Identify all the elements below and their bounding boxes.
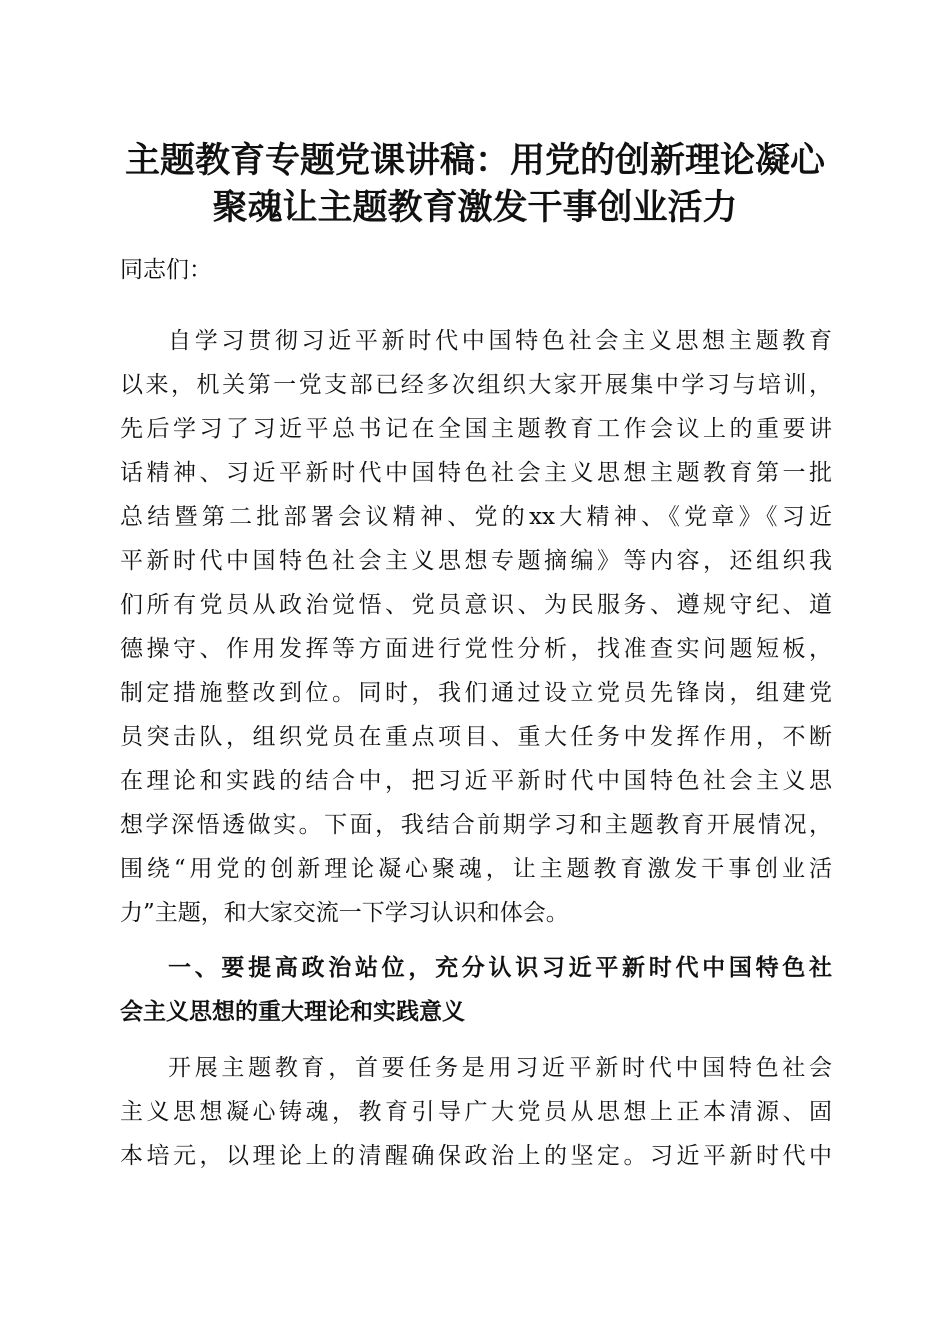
paragraph-1-line: 制定措施整改到位。同时，我们通过设立党员先锋岗，组建党	[120, 680, 832, 706]
paragraph-1-line: 围绕“用党的创新理论凝心聚魂，让主题教育激发干事创业活	[120, 856, 832, 882]
document-title-line-2: 聚魂让主题教育激发干事创业活力	[212, 187, 738, 228]
paragraph-1-line: 在理论和实践的结合中，把习近平新时代中国特色社会主义思	[120, 768, 832, 794]
paragraph-1-line: 先后学习了习近平总书记在全国主题教育工作会议上的重要讲	[120, 416, 832, 442]
paragraph-1-line: 平新时代中国特色社会主义思想专题摘编》等内容，还组织我	[120, 548, 832, 574]
paragraph-1-line: 力”主题，和大家交流一下学习认识和体会。	[120, 900, 569, 926]
salutation: 同志们：	[120, 257, 212, 283]
paragraph-1-line: 话精神、习近平新时代中国特色社会主义思想主题教育第一批	[120, 460, 832, 486]
paragraph-2-line: 主义思想凝心铸魂，教育引导广大党员从思想上正本清源、固	[120, 1099, 832, 1125]
paragraph-1-line: 自学习贯彻习近平新时代中国特色社会主义思想主题教育	[168, 328, 832, 354]
paragraph-1-line: 想学深悟透做实。下面，我结合前期学习和主题教育开展情况，	[120, 812, 832, 838]
paragraph-2-line: 本培元，以理论上的清醒确保政治上的坚定。习近平新时代中	[120, 1143, 832, 1169]
paragraph-1-line: 们所有党员从政治觉悟、党员意识、为民服务、遵规守纪、道	[120, 592, 832, 618]
paragraph-1-line: 总结暨第二批部署会议精神、党的xx大精神、《党章》《习近	[120, 504, 832, 530]
document-title-line-1: 主题教育专题党课讲稿：用党的创新理论凝心	[124, 140, 825, 181]
paragraph-1-line: 以来，机关第一党支部已经多次组织大家开展集中学习与培训，	[120, 372, 832, 398]
paragraph-1-line: 德操守、作用发挥等方面进行党性分析，找准查实问题短板，	[120, 636, 832, 662]
paragraph-2-line: 开展主题教育，首要任务是用习近平新时代中国特色社会	[168, 1055, 832, 1081]
section-heading-line: 会主义思想的重大理论和实践意义	[120, 999, 465, 1025]
paragraph-1-line: 员突击队，组织党员在重点项目、重大任务中发挥作用，不断	[120, 724, 832, 750]
section-heading-line: 一、要提高政治站位，充分认识习近平新时代中国特色社	[168, 955, 832, 981]
